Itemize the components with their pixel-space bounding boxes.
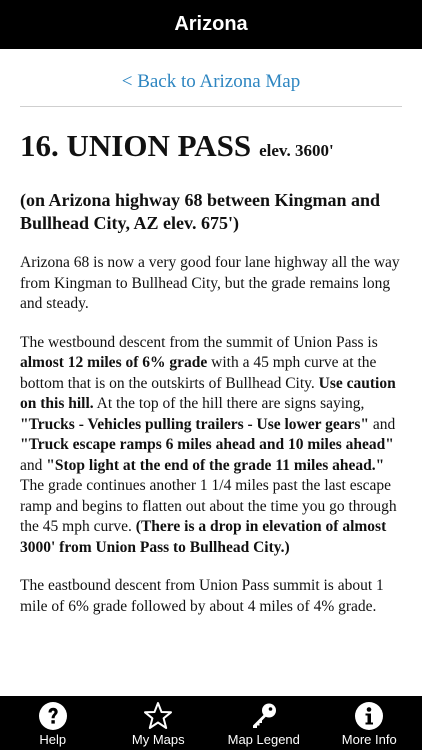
paragraph-bold: "Trucks - Vehicles pulling trailers - Use lower gears" <box>20 415 369 433</box>
back-to-map-link[interactable]: < Back to Arizona Map <box>121 71 301 92</box>
pass-name: 16. UNION PASS <box>20 128 252 163</box>
tab-help[interactable] <box>0 696 105 750</box>
paragraph-2 <box>20 333 402 559</box>
paragraph-text: At the top of the hill there are signs saying, <box>93 395 365 412</box>
tab-label: More Info <box>341 732 397 747</box>
paragraph-text: and <box>20 456 47 474</box>
tab-label: Help <box>39 732 67 747</box>
paragraph-text: and <box>369 415 396 433</box>
paragraph-3: The eastbound descent from Union Pass summit is about 1 mile of 6% grade followed by about 4 miles of 4% grade. <box>20 577 384 615</box>
info-icon <box>354 701 384 731</box>
tab-label: Map Legend <box>227 732 300 747</box>
paragraph-text: The grade continues another 1 1/4 miles past the last escape ramp and begins to flatten out about the time you go through the 45 mph curve. <box>20 477 397 535</box>
tab-my-maps[interactable] <box>106 696 211 750</box>
navigation-bar <box>0 0 422 49</box>
star-icon <box>143 701 173 731</box>
content-area[interactable] <box>0 49 422 696</box>
tab-more-info[interactable] <box>317 696 422 750</box>
paragraph-text: with a 45 mph curve at the bottom that is on the outskirts of Bullhead City. <box>20 354 377 392</box>
page-title: Arizona <box>174 13 248 35</box>
paragraph-bold: "Truck escape ramps 6 miles ahead and 10 miles ahead" <box>20 436 394 453</box>
key-icon <box>249 701 279 731</box>
paragraph-bold: "Stop light at the end of the grade 11 miles ahead." <box>46 456 385 474</box>
paragraph-bold: (There is a drop in elevation of almost 3000' from Union Pass to Bullhead City.) <box>20 518 387 556</box>
divider <box>20 106 402 107</box>
paragraph-text: The westbound descent from the summit of Union Pass is <box>20 333 378 351</box>
pass-elevation: elev. 3600' <box>259 141 334 160</box>
paragraph-bold: Use caution on this hill. <box>20 374 396 412</box>
paragraph-1: Arizona 68 is now a very good four lane highway all the way from Kingman to Bullhead City, but the grade remains long and steady. <box>20 254 400 312</box>
pass-subtitle: (on Arizona highway 68 between Kingman and Bullhead City, AZ elev. 675') <box>20 190 381 233</box>
paragraph-bold: almost 12 miles of 6% grade <box>20 354 208 371</box>
tab-map-legend[interactable] <box>211 696 316 750</box>
pass-headline <box>20 129 402 169</box>
tab-bar <box>0 696 422 750</box>
help-icon <box>38 701 68 731</box>
tab-label: My Maps <box>131 732 185 747</box>
